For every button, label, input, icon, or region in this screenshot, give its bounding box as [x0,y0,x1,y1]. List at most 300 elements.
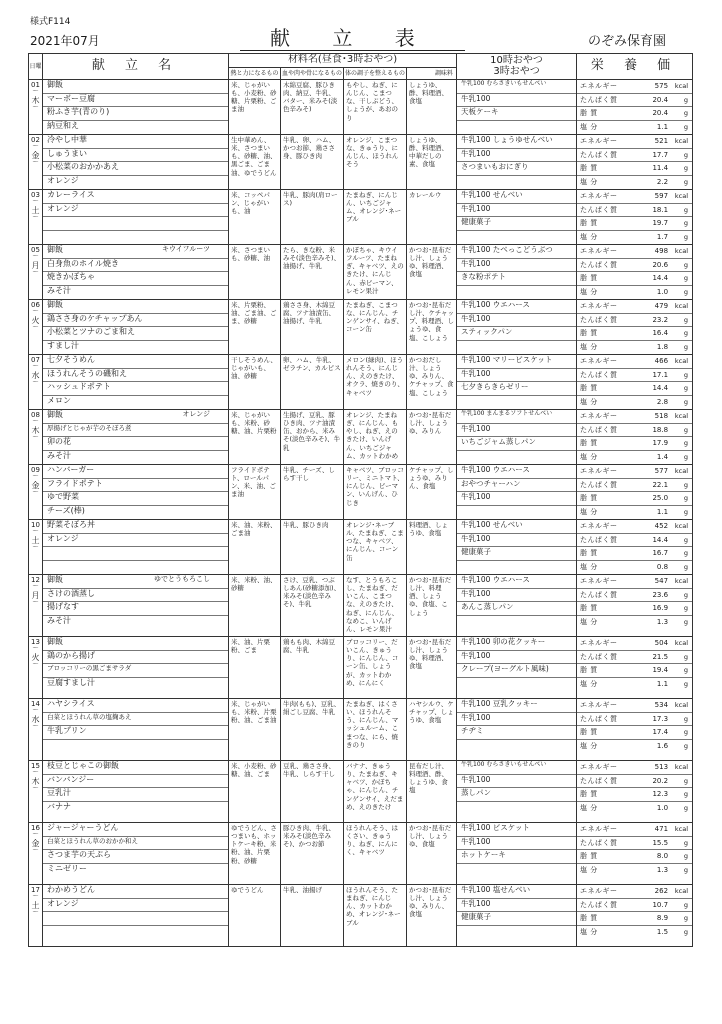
condition-foods-cell: メロン(緑肉)、ほうれんそう、にんじん、えのきたけ、オクラ、焼きのり、キャベツ [344,355,407,410]
snack-cell [457,245,577,300]
nutrient-label: 塩 分 [580,287,598,296]
snack-item: 牛乳100 ビスケット [457,823,576,837]
day-separator: 〜 [32,769,39,777]
dish-name [43,899,228,913]
dish-label: 焼きかぼちゃ [47,272,95,281]
dish-name [43,80,228,94]
nutrient-fat [577,272,692,286]
dish-name [43,713,228,727]
nutrient-energy [577,637,692,651]
snack-item: 牛乳100 [457,149,576,163]
nutrient-label: たんぱく質 [580,900,618,909]
weekday: 火 [31,652,40,662]
energy-foods-cell: 米、じゃがいも、小麦粉、砂糖、片栗粉、ごま油 [229,80,281,135]
weekday: 月 [31,260,40,270]
day-cell [29,637,43,699]
nutrient-salt [577,231,692,245]
energy-foods-cell: 米、油、米粉、ごま油 [229,520,281,575]
dish-name [43,135,228,149]
nutrient-label: エネルギー [580,247,618,255]
group-energy-header: 熱と力になるもの [229,68,281,80]
condition-foods-cell: キャベツ、ブロッコリー、ミニトマト、にんじん、ピーマン、いんげん、ひじき [344,465,407,520]
nutrient-label: たんぱく質 [580,260,618,269]
snack-item: 牛乳100 [457,369,576,383]
menu-cell [43,637,229,699]
menu-column-header: 献 立 名 [43,54,229,80]
dish-name [43,850,228,864]
day-separator: 〜 [32,893,39,901]
snack-item: 牛乳100 [457,314,576,328]
dish-label: バナナ [47,801,71,811]
dish-name [43,699,228,713]
nutrient-label: 塩 分 [580,562,598,571]
nutrient-unit: kcal [674,639,689,647]
nutrient-salt [577,864,692,878]
day-row [29,355,693,410]
nutrient-label: たんぱく質 [580,838,618,847]
snack-item-empty [457,926,576,940]
snack-cell [457,699,577,761]
day-cell [29,699,43,761]
nutrient-value: 8.0 [656,852,669,860]
nutrient-energy [577,761,692,775]
menu-cell [43,245,229,300]
document-title: 献 立 表 [270,26,433,50]
nutrient-unit: g [683,900,689,909]
menu-cell [43,885,229,947]
nutrient-value: 1.5 [656,927,669,936]
nutrient-value: 2.8 [656,397,669,406]
dish-label: ほうれんそうの磯和え [47,368,127,378]
dish-label: オレンジ [47,203,79,213]
day-row [29,823,693,885]
snack-item: スティックパン [457,327,576,341]
snack-item: いちごジャム蒸しパン [457,437,576,451]
weekday: 水 [31,714,40,724]
day-cell [29,410,43,465]
day-row [29,190,693,245]
day-separator: 〜 [32,324,39,332]
dish-name [43,740,228,754]
day-cell [29,190,43,245]
day-cell [29,135,43,190]
snack-header-pm: 3時おやつ [493,65,540,77]
nutrient-unit: g [683,109,689,117]
day-row [29,300,693,355]
nutrient-unit: g [683,205,689,214]
nutrient-value: 14.4 [652,384,669,392]
nutrient-unit: g [683,164,689,172]
day-separator: 〜 [32,434,39,442]
menu-cell [43,300,229,355]
condition-foods-cell: バナナ、きゅうり、たまねぎ、キャベツ、かぼちゃ、にんじん、チンゲンサイ、えだまめ、えのきたけ [344,761,407,823]
nutrition-cell [577,80,693,135]
dish-label: さけの酒蒸し [47,588,95,598]
nutrient-value: 16.9 [652,604,669,612]
nutrient-fat [577,162,692,176]
day-cell [29,885,43,947]
snack-item: 牛乳100 [457,713,576,727]
nutrient-unit: kcal [674,357,689,365]
nutrient-unit: g [683,370,689,379]
snack-item-empty [457,678,576,692]
snack-cell [457,135,577,190]
snack-item: チヂミ [457,726,576,740]
nutrient-value: 12.3 [652,790,669,798]
dish-name [43,272,228,286]
nutrient-salt [577,121,692,135]
dish-name [43,788,228,802]
seasoning-cell: かつお･昆布だし汁、料理酒、しょうゆ、食塩、こしょう [407,575,457,637]
nutrient-energy [577,190,692,204]
day-number: 08 [31,411,40,419]
snack-item: 健康菓子 [457,912,576,926]
snack-item: 牛乳100 [457,899,576,913]
day-cell [29,245,43,300]
day-separator: 〜 [32,909,39,917]
day-row [29,465,693,520]
nutrient-value: 10.7 [652,900,669,909]
nutrition-cell [577,885,693,947]
nutrient-label: 脂 質 [580,439,598,447]
snack-item-empty [457,176,576,190]
day-number: 09 [31,466,40,474]
nutrient-value: 498 [654,247,669,255]
day-row [29,245,693,300]
snack-item: 七夕きらきらゼリー [457,382,576,396]
nutrient-label: 塩 分 [580,927,598,936]
dish-label: さつま芋の天ぷら [47,850,111,859]
day-cell [29,355,43,410]
nutrient-unit: g [683,287,689,296]
body-foods-cell: たら、きな粉、米みそ(淡色辛みそ)、油揚げ、牛乳 [281,245,344,300]
nutrient-label: エネルギー [580,82,618,90]
nutrient-value: 2.2 [656,177,669,186]
nutrient-label: 塩 分 [580,452,598,461]
nutrient-value: 18.8 [652,425,669,434]
nutrient-value: 513 [654,763,669,771]
snack-cell [457,520,577,575]
snack-item: 牛乳100 ウエハース [457,575,576,589]
nutrient-fat [577,217,692,231]
nutrient-value: 521 [654,137,669,145]
nutrient-value: 1.0 [656,287,669,296]
nutrient-salt [577,740,692,754]
day-number: 07 [31,356,40,364]
weekday: 金 [31,838,40,848]
nutrient-unit: kcal [674,577,689,585]
nutrient-salt [577,506,692,520]
snack-item-empty [457,231,576,245]
nutrient-value: 16.7 [652,549,669,557]
nutrient-unit: g [683,274,689,282]
dish-name [43,465,228,479]
dish-label: 納豆和え [47,120,79,130]
day-row [29,637,693,699]
dish-label: ハッシュドポテト [47,382,111,391]
energy-foods-cell: ゆでうどん、さつまいも、ホットケーキ粉、米粉、油、片栗粉、砂糖 [229,823,281,885]
nutrient-fat [577,327,692,341]
nutrient-label: 塩 分 [580,342,598,351]
nutrient-label: エネルギー [580,639,618,647]
nutrient-value: 23.2 [652,315,669,324]
nutrient-energy [577,699,692,713]
body-foods-cell: 牛乳、卵、ハム、かつお節、鶏ささ身、豚ひき肉 [281,135,344,190]
weekday: 木 [31,425,40,435]
nutrient-value: 1.3 [656,617,669,626]
dish-name [43,926,228,940]
nutrient-label: エネルギー [580,192,618,200]
nutrient-energy [577,245,692,259]
body-foods-cell: 豚ひき肉、牛乳、米みそ(淡色辛みそ)、かつお節 [281,823,344,885]
nutrient-value: 518 [654,412,669,420]
snack-item: 牛乳100 せんべい [457,520,576,534]
nutrient-value: 18.1 [652,205,669,214]
nutrient-unit: kcal [674,247,689,255]
nutrition-cell [577,355,693,410]
dish-name [43,589,228,603]
nutrient-unit: g [683,679,689,688]
nutrient-protein [577,534,692,548]
dish-label: チーズ(棒) [47,505,85,515]
nutrient-energy [577,410,692,424]
dish-name [43,823,228,837]
condition-foods-cell: ほうれんそう、はくさい、きゅうり、ねぎ、にんにく、キャベツ [344,823,407,885]
snack-item: 牛乳100 せんべい [457,190,576,204]
day-cell [29,80,43,135]
nutrient-protein [577,589,692,603]
dish-name [43,396,228,410]
dish-label: 御飯 [47,300,63,309]
day-row [29,699,693,761]
dish-label: オレンジ [47,533,79,543]
day-separator: 〜 [32,583,39,591]
nutrient-value: 466 [654,357,669,365]
dish-label: バンバンジー [47,774,95,784]
dish-name [43,575,228,589]
dish-label: 御飯 [47,410,63,419]
nutrient-value: 20.4 [652,109,669,117]
day-number: 01 [31,81,40,89]
nutrient-value: 19.7 [652,219,669,227]
seasoning-cell: かつお･昆布だし汁、しょうゆ、みりん、食塩 [407,885,457,947]
weekday: 火 [31,315,40,325]
day-separator: 〜 [32,645,39,653]
seasoning-cell: かつお･昆布だし汁、しょうゆ、みりん [407,410,457,465]
day-separator: 〜 [32,707,39,715]
nutrient-fat [577,382,692,396]
nutrient-label: エネルギー [580,522,618,530]
weekday: 金 [31,150,40,160]
nutrient-value: 21.5 [652,652,669,661]
nutrient-protein [577,314,692,328]
nutrient-protein [577,775,692,789]
day-cell [29,575,43,637]
menu-cell [43,699,229,761]
snack-item: 牛乳100 [457,534,576,548]
day-row [29,135,693,190]
dish-label: ゆで野菜 [47,492,79,501]
seasoning-cell: かつおだし汁、しょうゆ、みりん、ケチャップ、食塩、こしょう [407,355,457,410]
nutrient-unit: g [683,549,689,557]
dish-name [43,327,228,341]
nutrient-unit: g [683,315,689,324]
seasoning-cell: かつお･昆布だし汁、しょうゆ、食塩 [407,823,457,885]
dish-name [43,520,228,534]
nutrient-label: エネルギー [580,357,618,365]
nutrient-value: 17.4 [652,728,669,736]
snack-item: 健康菓子 [457,217,576,231]
nutrient-label: 脂 質 [580,549,598,557]
dish-label: オレンジ [47,175,79,185]
snack-item: おやつチャーハン [457,479,576,493]
nutrient-label: 脂 質 [580,666,598,674]
energy-foods-cell: 生中華めん、米、さつまいも、砂糖、油、黒ごま、ごま油、ゆでうどん [229,135,281,190]
day-separator: 〜 [32,214,39,222]
day-separator: 〜 [32,379,39,387]
menu-table [28,53,693,947]
nutrient-fat [577,788,692,802]
snack-item: 牛乳100 ウエハース [457,465,576,479]
nutrient-label: エネルギー [580,577,618,585]
dish-name [43,726,228,740]
dish-label: 御飯 [47,637,63,646]
dish-label: ハヤシライス [47,699,95,708]
menu-cell [43,80,229,135]
snack-cell [457,465,577,520]
nutrient-value: 452 [654,522,669,530]
dish-label: 小松菜とツナのごま和え [47,327,135,336]
body-foods-cell: 牛乳、豚肉(肩ロース) [281,190,344,245]
snack-item: 牛乳100 むらさきいもせんべい [457,80,576,94]
nutrient-fat [577,726,692,740]
nutrient-label: 脂 質 [580,604,598,612]
condition-foods-cell: ほうれんそう、たまねぎ、にんじん、カットわかめ、オレンジ･ネーブル [344,885,407,947]
dish-name [43,616,228,630]
seasoning-cell: かつお･昆布だし汁、ケチャップ、料理酒、しょうゆ、食塩、こしょう [407,300,457,355]
nutrition-cell [577,823,693,885]
snack-item-empty [457,396,576,410]
dish-name [43,121,228,135]
dish-name [43,664,228,678]
body-foods-cell: 牛乳、油揚げ [281,885,344,947]
nutrient-fat [577,492,692,506]
dish-label: すまし汁 [47,340,79,350]
nutrient-label: 脂 質 [580,329,598,337]
seasoning-cell: かつお･昆布だし汁、しょうゆ、料理酒、食塩 [407,245,457,300]
dish-name [43,369,228,383]
nutrient-label: たんぱく質 [580,714,618,723]
weekday: 金 [31,480,40,490]
nutrient-value: 262 [654,887,669,895]
day-number: 03 [31,191,40,199]
condition-foods-cell: なす、とうもろこし、たまねぎ、だいこん、こまつな、えのきたけ、ねぎ、にんじん、なめこ、いんげん、レモン果汁 [344,575,407,637]
nutrient-label: 脂 質 [580,384,598,392]
snack-item: 牛乳100 マリービスケット [457,355,576,369]
day-separator: 〜 [32,143,39,151]
nutrient-fat [577,912,692,926]
school-name: のぞみ保育園 [588,34,667,49]
condition-foods-cell: かぼちゃ、キウイフルーツ、たまねぎ、キャベツ、えのきたけ、にんじん、赤ピーマン、レモン果汁 [344,245,407,300]
nutrient-label: たんぱく質 [580,370,618,379]
day-separator: 〜 [32,847,39,855]
condition-foods-cell: ブロッコリー、だいこん、きゅうり、にんじん、コーン缶、しょうが、カットわかめ、にんにく [344,637,407,699]
nutrient-label: エネルギー [580,763,618,771]
body-foods-cell: 牛乳、チーズ、しらす干し [281,465,344,520]
condition-foods-cell: オレンジ、こまつな、きゅうり、にんじん、ほうれんそう [344,135,407,190]
dish-label: 牛乳プリン [47,726,87,735]
nutrient-value: 20.6 [652,260,669,269]
seasoning-cell: ケチャップ、しょうゆ、みりん、食塩 [407,465,457,520]
snack-item: 牛乳100 [457,492,576,506]
dish-label: わかめうどん [47,885,95,894]
snack-item-empty [457,341,576,355]
energy-foods-cell: フライドポテト、ロールパン、米、油、ごま油 [229,465,281,520]
nutrient-energy [577,80,692,94]
nutrient-protein [577,149,692,163]
nutrient-label: たんぱく質 [580,150,618,159]
nutrient-label: 脂 質 [580,790,598,798]
nutrient-unit: g [683,397,689,406]
dish-label: カレーライス [47,190,95,199]
dish-label: 粉ふき芋(青のり) [47,107,110,116]
body-foods-cell: 生揚げ、豆乳、豚ひき肉、ツナ油漬缶、おから、米みそ(淡色辛みそ)、牛乳 [281,410,344,465]
snack-cell [457,190,577,245]
snack-item-empty [457,451,576,465]
nutrient-label: エネルギー [580,137,618,145]
nutrient-protein [577,651,692,665]
form-number: 様式F114 [30,17,71,27]
nutrient-unit: g [683,728,689,736]
day-separator: 〜 [32,104,39,112]
nutrient-protein [577,424,692,438]
snack-cell [457,300,577,355]
day-number: 17 [31,886,40,894]
menu-cell [43,761,229,823]
condition-foods-cell: もやし、ねぎ、にんじん、こまつな、干しぶどう、しょうが、あおのり [344,80,407,135]
weekday: 月 [31,590,40,600]
nutrient-label: 脂 質 [580,274,598,282]
nutrition-cell [577,300,693,355]
nutrient-unit: g [683,652,689,661]
menu-cell [43,520,229,575]
nutrient-unit: g [683,838,689,847]
dish-name [43,602,228,616]
nutrient-unit: g [683,329,689,337]
nutrient-unit: g [683,439,689,447]
nutrient-energy [577,355,692,369]
nutrient-salt [577,286,692,300]
energy-foods-cell: 米、油、片栗粉、ごま [229,637,281,699]
snack-item-empty [457,802,576,816]
dish-name [43,437,228,451]
snack-cell [457,410,577,465]
day-cell [29,520,43,575]
body-foods-cell: 鶏もも肉、木綿豆腐、牛乳 [281,637,344,699]
nutrient-salt [577,451,692,465]
fruit-label: ゆでとうもろこし [154,575,210,583]
nutrient-energy [577,520,692,534]
condition-foods-cell: たまねぎ、こまつな、にんじん、チンゲンサイ、ねぎ、コーン缶 [344,300,407,355]
nutrition-cell [577,699,693,761]
menu-body [29,80,693,947]
snack-cell [457,355,577,410]
nutrient-label: 脂 質 [580,219,598,227]
nutrient-value: 1.7 [656,232,669,241]
nutrient-salt [577,802,692,816]
seasoning-cell: カレールウ [407,190,457,245]
dish-name [43,637,228,651]
